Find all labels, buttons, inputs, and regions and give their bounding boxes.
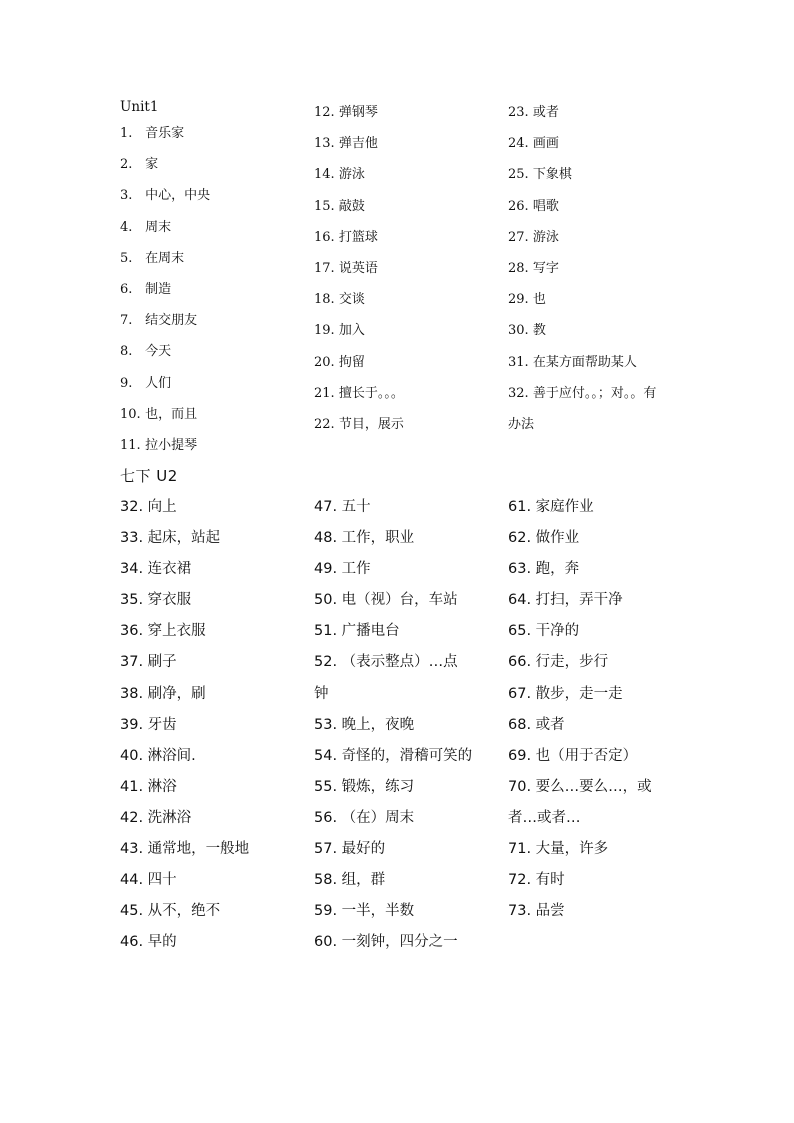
vocab-item	[314, 554, 494, 585]
item-text: 善于应付。。；对。。有	[532, 385, 657, 401]
item-number: 57.	[314, 841, 338, 858]
item-number: 11.	[120, 438, 141, 454]
vocab-item	[508, 347, 688, 378]
item-text: 结交朋友	[145, 313, 198, 329]
item-number: 66.	[508, 654, 532, 671]
vocab-column-3	[508, 492, 688, 927]
vocab-item	[314, 159, 494, 190]
vocab-item	[508, 159, 688, 190]
item-number: 27.	[508, 229, 529, 245]
vocab-item	[314, 128, 494, 159]
item-text: 家庭作业	[535, 499, 594, 515]
item-text: 游泳	[338, 167, 365, 183]
vocab-item	[120, 274, 300, 305]
item-number: 38.	[120, 685, 144, 702]
item-text: 人们	[145, 375, 172, 391]
item-text: 奇怪的，滑稽可笑的	[341, 747, 473, 764]
item-text: 教	[532, 323, 546, 339]
vocab-item	[508, 492, 688, 523]
vocab-item	[314, 741, 494, 772]
item-text: 淋浴间.	[147, 747, 196, 764]
item-text: 音乐家	[145, 126, 185, 141]
section-heading: 七下 U2	[120, 467, 178, 485]
vocab-item	[508, 222, 688, 253]
item-number: 10.	[120, 406, 141, 422]
item-text: 晚上，夜晚	[341, 716, 415, 733]
item-number: 42.	[120, 809, 144, 826]
vocab-item-continuation: 钟	[314, 685, 329, 702]
vocab-item	[120, 927, 300, 958]
item-text: 早的	[147, 934, 177, 951]
item-number: 7.	[120, 313, 133, 329]
vocab-item	[120, 430, 300, 461]
item-number: 49.	[314, 561, 338, 578]
item-text: 弹吉他	[338, 136, 378, 152]
item-text: 洗淋浴	[147, 809, 192, 826]
vocab-item	[508, 647, 688, 678]
item-number: 22.	[314, 417, 335, 433]
vocab-item	[314, 585, 494, 616]
item-text: 通常地，一般地	[147, 841, 250, 858]
item-text: 在周末	[145, 250, 185, 266]
item-text: 今天	[145, 344, 172, 360]
item-number: 61.	[508, 499, 532, 515]
item-text: 也，而且	[145, 406, 198, 422]
item-number: 58.	[314, 872, 338, 889]
item-text: 刷净，刷	[147, 685, 206, 702]
vocab-item	[120, 772, 300, 803]
item-number: 59.	[314, 903, 338, 920]
item-text: 打篮球	[338, 229, 378, 245]
item-text: 起床，站起	[147, 530, 221, 547]
vocab-item	[120, 149, 300, 180]
item-text: 家	[145, 157, 159, 173]
vocab-item	[120, 554, 300, 585]
item-text: 周末	[145, 219, 172, 235]
item-number: 33.	[120, 530, 144, 547]
item-text: 五十	[341, 499, 371, 515]
item-text: 写字	[532, 261, 559, 277]
item-text: 中心，中央	[145, 188, 211, 204]
vocab-item	[508, 710, 688, 741]
vocab-item	[314, 315, 494, 346]
item-number: 45.	[120, 903, 144, 920]
vocab-item	[120, 492, 300, 523]
item-text: 有时	[535, 872, 565, 889]
item-text: 在某方面帮助某人	[532, 354, 637, 370]
item-number: 35.	[120, 592, 144, 609]
item-number: 23.	[508, 105, 529, 120]
item-number: 12.	[314, 105, 335, 120]
vocab-item	[508, 523, 688, 554]
item-text: 散步，走一走	[535, 685, 623, 702]
vocab-item	[314, 378, 494, 409]
item-text: 电（视）台，车站	[341, 592, 458, 609]
vocab-item	[508, 191, 688, 222]
item-text: 组，群	[341, 872, 386, 889]
item-number: 68.	[508, 716, 532, 733]
item-number: 9.	[120, 375, 133, 391]
item-number: 34.	[120, 561, 144, 578]
item-number: 16.	[314, 229, 335, 245]
item-text: 穿衣服	[147, 592, 192, 609]
item-text: 一半，半数	[341, 903, 415, 920]
item-number: 4.	[120, 219, 133, 235]
item-number: 14.	[314, 167, 335, 183]
vocab-item	[508, 554, 688, 585]
item-text: 大量，许多	[535, 841, 609, 858]
item-number: 67.	[508, 685, 532, 702]
item-number: 72.	[508, 872, 532, 889]
item-text: 或者	[532, 105, 559, 120]
item-number: 46.	[120, 934, 144, 951]
item-text: 敲鼓	[338, 198, 365, 214]
item-text: 加入	[338, 323, 365, 339]
vocab-item	[314, 772, 494, 803]
item-number: 41.	[120, 778, 144, 795]
vocab-item	[120, 741, 300, 772]
item-number: 31.	[508, 354, 529, 370]
item-number: 62.	[508, 530, 532, 547]
item-number: 17.	[314, 261, 335, 277]
vocab-item	[508, 128, 688, 159]
item-number: 52.	[314, 654, 338, 671]
item-number: 6.	[120, 282, 133, 298]
item-text: 广播电台	[341, 623, 400, 640]
vocab-item	[120, 305, 300, 336]
item-text: （表示整点）…点	[341, 654, 458, 671]
item-number: 1.	[120, 126, 133, 141]
item-number: 24.	[508, 136, 529, 152]
vocab-item	[314, 222, 494, 253]
vocab-item	[508, 585, 688, 616]
item-text: 跑，奔	[535, 561, 580, 578]
vocab-item	[120, 243, 300, 274]
vocab-item	[314, 284, 494, 315]
vocab-item	[508, 616, 688, 647]
item-number: 71.	[508, 841, 532, 858]
item-text: 穿上衣服	[147, 623, 206, 640]
vocab-item	[120, 523, 300, 554]
item-text: 也	[532, 292, 546, 308]
vocab-item	[120, 834, 300, 865]
vocab-item	[120, 585, 300, 616]
item-number: 51.	[314, 623, 338, 640]
item-text: 说英语	[338, 261, 378, 277]
item-text: 交谈	[338, 292, 365, 308]
item-number: 21.	[314, 385, 335, 401]
vocab-item	[120, 679, 300, 710]
item-text: （在）周末	[341, 809, 415, 826]
vocab-item	[314, 253, 494, 284]
vocab-item	[314, 523, 494, 554]
item-number: 30.	[508, 323, 529, 339]
item-text: 干净的	[535, 623, 580, 640]
item-number: 39.	[120, 716, 144, 733]
item-text: 制造	[145, 282, 172, 298]
vocab-item-continuation: 者…或者…	[508, 809, 581, 826]
vocab-item	[120, 803, 300, 834]
item-text: 要么…要么…，或	[535, 778, 652, 795]
vocab-item	[120, 368, 300, 399]
vocab-item	[314, 409, 494, 440]
item-text: 品尝	[535, 903, 565, 920]
item-number: 50.	[314, 592, 338, 609]
vocab-item	[120, 647, 300, 678]
item-text: 一刻钟，四分之一	[341, 934, 458, 951]
vocab-column-1	[120, 118, 300, 461]
item-number: 65.	[508, 623, 532, 640]
item-text: 也（用于否定）	[535, 747, 638, 764]
item-text: 行走，步行	[535, 654, 609, 671]
item-number: 15.	[314, 198, 335, 214]
item-number: 53.	[314, 716, 338, 733]
item-text: 拘留	[338, 354, 365, 370]
item-text: 工作，职业	[341, 530, 415, 547]
item-text: 拉小提琴	[145, 438, 198, 454]
item-text: 弹钢琴	[338, 105, 378, 120]
vocab-item-continuation: 办法	[508, 417, 535, 433]
item-number: 73.	[508, 903, 532, 920]
item-text: 向上	[147, 499, 177, 515]
item-number: 60.	[314, 934, 338, 951]
vocab-item	[508, 315, 688, 346]
item-text: 下象棋	[532, 167, 572, 183]
vocab-item	[314, 896, 494, 927]
vocab-item	[508, 865, 688, 896]
item-number: 26.	[508, 198, 529, 214]
item-number: 56.	[314, 809, 338, 826]
item-text: 画画	[532, 136, 559, 152]
item-number: 36.	[120, 623, 144, 640]
item-text: 打扫，弄干净	[535, 592, 623, 609]
vocab-item	[508, 741, 688, 772]
item-number: 20.	[314, 354, 335, 370]
item-number: 3.	[120, 188, 133, 204]
vocab-item	[314, 492, 494, 523]
item-number: 32.	[508, 385, 529, 401]
vocab-item	[314, 347, 494, 378]
item-text: 工作	[341, 561, 371, 578]
item-text: 锻炼，练习	[341, 778, 415, 795]
item-number: 63.	[508, 561, 532, 578]
vocab-item	[120, 118, 300, 149]
vocab-item	[120, 212, 300, 243]
vocab-item	[120, 336, 300, 367]
item-number: 40.	[120, 747, 144, 764]
vocab-item	[508, 679, 688, 710]
item-number: 8.	[120, 344, 133, 360]
item-number: 13.	[314, 136, 335, 152]
section-heading: Unit1	[120, 99, 159, 115]
vocab-item	[508, 896, 688, 927]
item-text: 做作业	[535, 530, 580, 547]
vocab-item	[314, 834, 494, 865]
vocab-column-2	[314, 492, 494, 958]
vocab-item	[314, 191, 494, 222]
item-number: 28.	[508, 261, 529, 277]
vocab-item	[314, 865, 494, 896]
item-number: 54.	[314, 747, 338, 764]
vocab-item	[120, 710, 300, 741]
item-number: 47.	[314, 499, 338, 515]
item-number: 43.	[120, 841, 144, 858]
vocab-item	[314, 647, 494, 678]
vocab-item	[314, 803, 494, 834]
item-number: 64.	[508, 592, 532, 609]
item-text: 牙齿	[147, 716, 177, 733]
item-text: 从不，绝不	[147, 903, 221, 920]
vocab-item	[314, 616, 494, 647]
vocab-item	[508, 378, 688, 409]
vocab-item	[120, 896, 300, 927]
vocab-item	[508, 772, 688, 803]
item-number: 32.	[120, 499, 144, 515]
item-number: 69.	[508, 747, 532, 764]
item-number: 5.	[120, 250, 133, 266]
vocab-item	[508, 253, 688, 284]
item-number: 18.	[314, 292, 335, 308]
vocab-column-2	[314, 97, 494, 440]
vocab-item	[120, 616, 300, 647]
vocab-item	[314, 927, 494, 958]
vocab-item	[314, 97, 494, 128]
vocab-item	[508, 284, 688, 315]
item-text: 淋浴	[147, 778, 177, 795]
item-number: 29.	[508, 292, 529, 308]
item-text: 最好的	[341, 841, 386, 858]
vocab-column-1	[120, 492, 300, 958]
item-text: 连衣裙	[147, 561, 192, 578]
item-number: 2.	[120, 157, 133, 173]
item-number: 44.	[120, 872, 144, 889]
item-number: 48.	[314, 530, 338, 547]
item-number: 55.	[314, 778, 338, 795]
item-number: 25.	[508, 167, 529, 183]
vocab-item	[508, 834, 688, 865]
vocab-column-3	[508, 97, 688, 440]
vocab-item	[120, 865, 300, 896]
item-text: 四十	[147, 872, 177, 889]
vocab-item	[120, 399, 300, 430]
item-text: 游泳	[532, 229, 559, 245]
item-text: 或者	[535, 716, 565, 733]
vocab-item	[508, 97, 688, 128]
item-text: 擅长于。。。	[338, 385, 404, 401]
vocab-item	[120, 180, 300, 211]
item-text: 唱歌	[532, 198, 559, 214]
item-number: 70.	[508, 778, 532, 795]
vocab-item	[314, 710, 494, 741]
item-text: 刷子	[147, 654, 177, 671]
item-text: 节目，展示	[338, 417, 404, 433]
item-number: 37.	[120, 654, 144, 671]
item-number: 19.	[314, 323, 335, 339]
